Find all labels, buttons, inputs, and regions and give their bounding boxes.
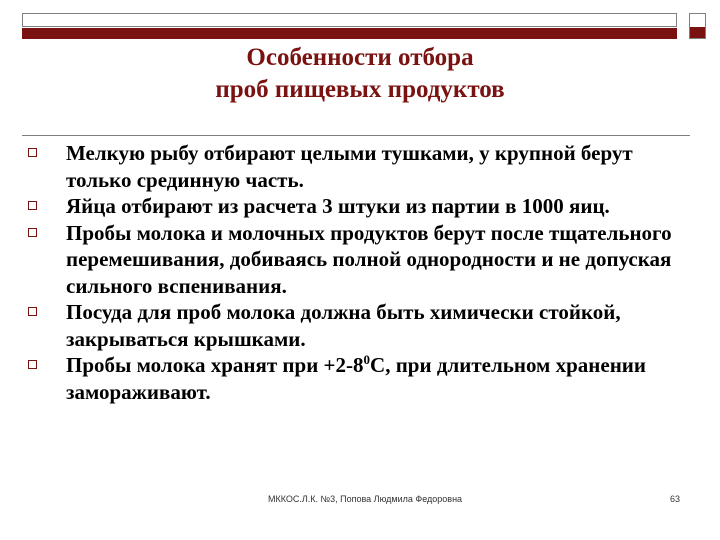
square-bullet-icon [28,360,37,369]
bullet-text-part: С, при длительном хранении замораживают. [66,353,647,404]
square-bullet-icon [28,148,37,157]
page-number: 63 [669,494,680,504]
degree-superscript: 0 [363,352,371,367]
header-decoration-box [22,13,677,27]
slide-title-line-2: проб пищевых продуктов [215,76,505,103]
bullet-item [26,352,696,405]
bullet-text: Мелкую рыбу отбирают целыми тушками, у крупной берут только срединную часть. [66,141,633,192]
title-divider [22,135,690,136]
bullet-list [26,140,696,405]
bullet-text: Пробы молока и молочных продуктов берут после тщательного перемешивания, добиваясь полной однородности и не допуская сильного вспенивания. [66,220,672,298]
corner-decoration [689,13,706,39]
footer-author: МККОС.Л.К. №3, Попова Людмила Федоровна [267,494,463,504]
bullet-text [66,353,646,404]
bullet-item [26,140,696,193]
slide-title-line-1: Особенности отбора [246,44,474,71]
bullet-item [26,193,696,220]
slide-title [150,42,570,106]
bullet-item [26,220,696,300]
bullet-text: Яйца отбирают из расчета 3 штуки из партии в 1000 яиц. [66,194,610,218]
bullet-text-part: Пробы молока хранят при +2-8 [66,353,364,377]
square-bullet-icon [28,228,37,237]
bullet-item [26,299,696,352]
bullet-text: Посуда для проб молока должна быть химически стойкой, закрываться крышками. [66,300,621,351]
header-decoration-bar [22,28,677,39]
square-bullet-icon [28,201,37,210]
square-bullet-icon [28,307,37,316]
